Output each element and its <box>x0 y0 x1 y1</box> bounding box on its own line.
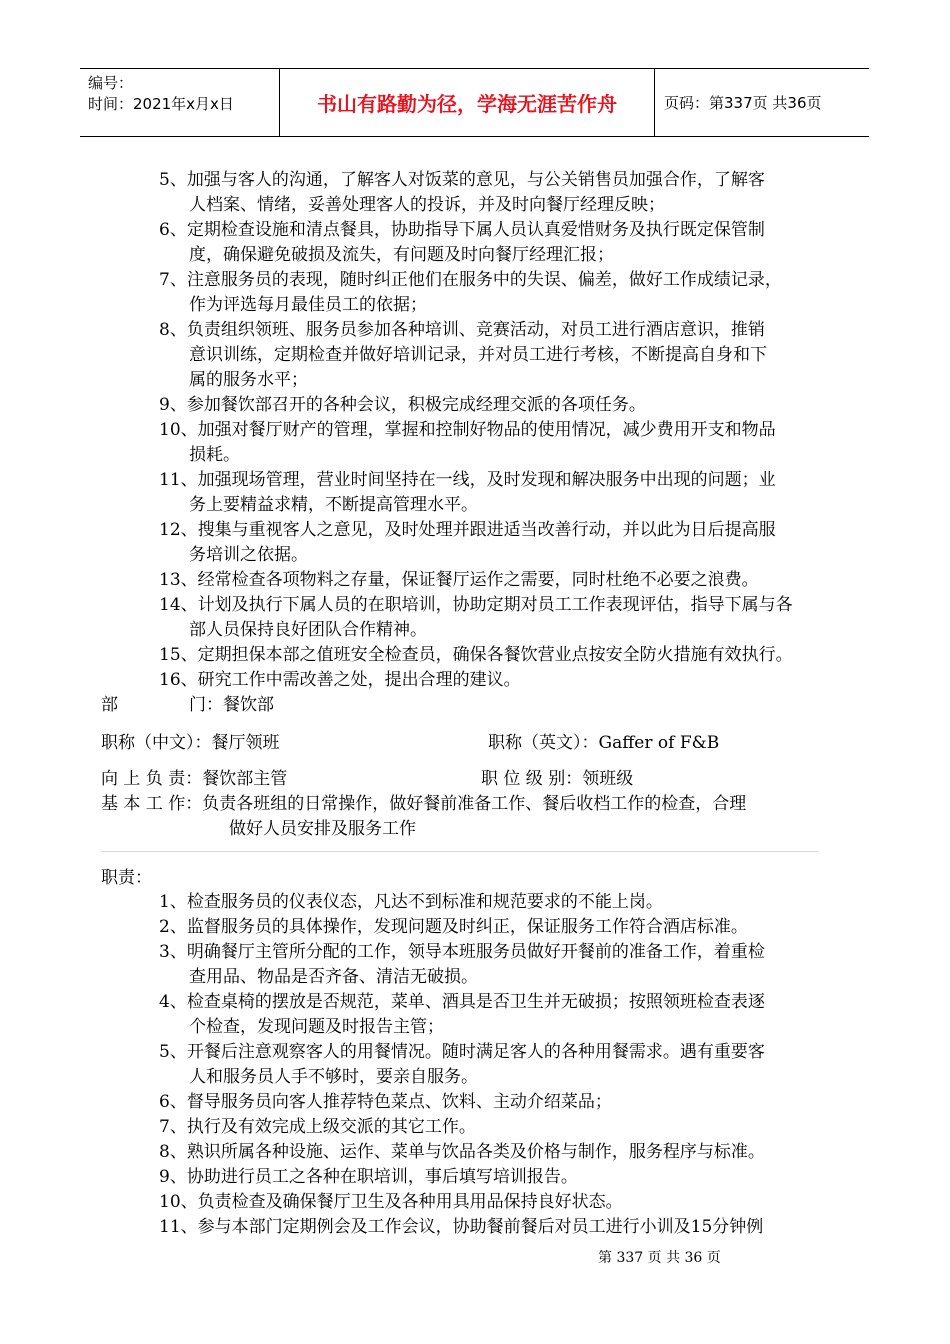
page-footer: 第 337 页 共 36 页 <box>598 1250 721 1266</box>
date-label: 时间：2021年x月x日 <box>88 95 234 113</box>
duty-item: 7、执行及有效完成上级交派的其它工作。 <box>159 1117 476 1137</box>
list-item: 8、负责组织领班、服务员参加各种培训、竞赛活动，对员工进行酒店意识，推销 <box>159 320 765 340</box>
duty-item: 查用品、物品是否齐备、清洁无破损。 <box>189 967 478 987</box>
duty-item: 2、监督服务员的具体操作，发现问题及时纠正，保证服务工作符合酒店标准。 <box>159 917 748 937</box>
list-item: 务上要精益求精，不断提高管理水平。 <box>189 495 478 515</box>
list-item: 9、参加餐饮部召开的各种会议，积极完成经理交派的各项任务。 <box>159 395 646 415</box>
duty-item: 5、开餐后注意观察客人的用餐情况。随时满足客人的各种用餐需求。遇有重要客 <box>159 1042 765 1062</box>
duties-label: 职责： <box>101 868 152 888</box>
header-meta <box>80 69 280 136</box>
list-item: 10、加强对餐厅财产的管理，掌握和控制好物品的使用情况，减少费用开支和物品 <box>159 420 776 440</box>
title-en: 职称（英文）：Gaffer of F&B <box>488 733 720 753</box>
list-item: 人档案、情绪，妥善处理客人的投诉，并及时向餐厅经理反映； <box>189 195 665 215</box>
basic-work: 基 本 工 作：负责各班组的日常操作，做好餐前准备工作、餐后收档工作的检查，合理 <box>101 794 747 814</box>
header-motto: 书山有路勤为径，学海无涯苦作舟 <box>280 69 655 136</box>
list-item: 12、搜集与重视客人之意见，及时处理并跟进适当改善行动，并以此为日后提高服 <box>159 520 776 540</box>
list-item: 16、研究工作中需改善之处，提出合理的建议。 <box>159 670 521 690</box>
duty-item: 6、督导服务员向客人推荐特色菜点、饮料、主动介绍菜品； <box>159 1092 612 1112</box>
list-item: 度，确保避免破损及流失，有问题及时向餐厅经理汇报； <box>189 245 614 265</box>
duty-item: 个检查，发现问题及时报告主管； <box>189 1017 444 1037</box>
section-divider <box>101 851 818 852</box>
report-to: 向 上 负 责：餐饮部主管 <box>101 769 288 789</box>
department-label: 部 <box>101 695 118 715</box>
duty-item: 4、检查桌椅的摆放是否规范，菜单、酒具是否卫生并无破损；按照领班检查表逐 <box>159 992 765 1012</box>
list-item: 损耗。 <box>189 445 240 465</box>
list-item: 作为评选每月最佳员工的依据； <box>189 295 427 315</box>
department-value: 门：餐饮部 <box>189 695 274 715</box>
serial-label: 编号： <box>88 74 134 92</box>
title-cn: 职称（中文）：餐厅领班 <box>101 733 280 753</box>
basic-work-cont: 做好人员安排及服务工作 <box>229 819 416 839</box>
list-item: 14、计划及执行下属人员的在职培训，协助定期对员工工作表现评估，指导下属与各 <box>159 595 793 615</box>
list-item: 意识训练，定期检查并做好培训记录，并对员工进行考核，不断提高自身和下 <box>189 345 767 365</box>
page-header <box>80 68 869 137</box>
list-item: 部人员保持良好团队合作精神。 <box>189 620 427 640</box>
duty-item: 1、检查服务员的仪表仪态，凡达不到标准和规范要求的不能上岗。 <box>159 892 663 912</box>
list-item: 6、定期检查设施和清点餐具，协助指导下属人员认真爱惜财务及执行既定保管制 <box>159 220 765 240</box>
duty-item: 10、负责检查及确保餐厅卫生及各种用具用品保持良好状态。 <box>159 1192 623 1212</box>
list-item: 属的服务水平； <box>189 370 308 390</box>
list-item: 15、定期担保本部之值班安全检查员，确保各餐饮营业点按安全防火措施有效执行。 <box>159 645 793 665</box>
header-page-info: 页码：第337页 共36页 <box>664 94 822 112</box>
duty-item: 3、明确餐厅主管所分配的工作，领导本班服务员做好开餐前的准备工作，着重检 <box>159 942 765 962</box>
duty-item: 9、协助进行员工之各种在职培训，事后填写培训报告。 <box>159 1167 578 1187</box>
duty-item: 人和服务员人手不够时，要亲自服务。 <box>189 1067 478 1087</box>
list-item: 7、注意服务员的表现，随时纠正他们在服务中的失误、偏差，做好工作成绩记录， <box>159 270 782 290</box>
duty-item: 11、参与本部门定期例会及工作会议，协助餐前餐后对员工进行小训及15分钟例 <box>159 1217 764 1237</box>
list-item: 务培训之依据。 <box>189 545 308 565</box>
list-item: 11、加强现场管理，营业时间坚持在一线，及时发现和解决服务中出现的问题；业 <box>159 470 776 490</box>
list-item: 13、经常检查各项物料之存量，保证餐厅运作之需要，同时杜绝不必要之浪费。 <box>159 570 759 590</box>
position-level: 职 位 级 别：领班级 <box>481 769 634 789</box>
list-item: 5、加强与客人的沟通，了解客人对饭菜的意见，与公关销售员加强合作，了解客 <box>159 170 765 190</box>
duty-item: 8、熟识所属各种设施、运作、菜单与饮品各类及价格与制作，服务程序与标准。 <box>159 1142 765 1162</box>
